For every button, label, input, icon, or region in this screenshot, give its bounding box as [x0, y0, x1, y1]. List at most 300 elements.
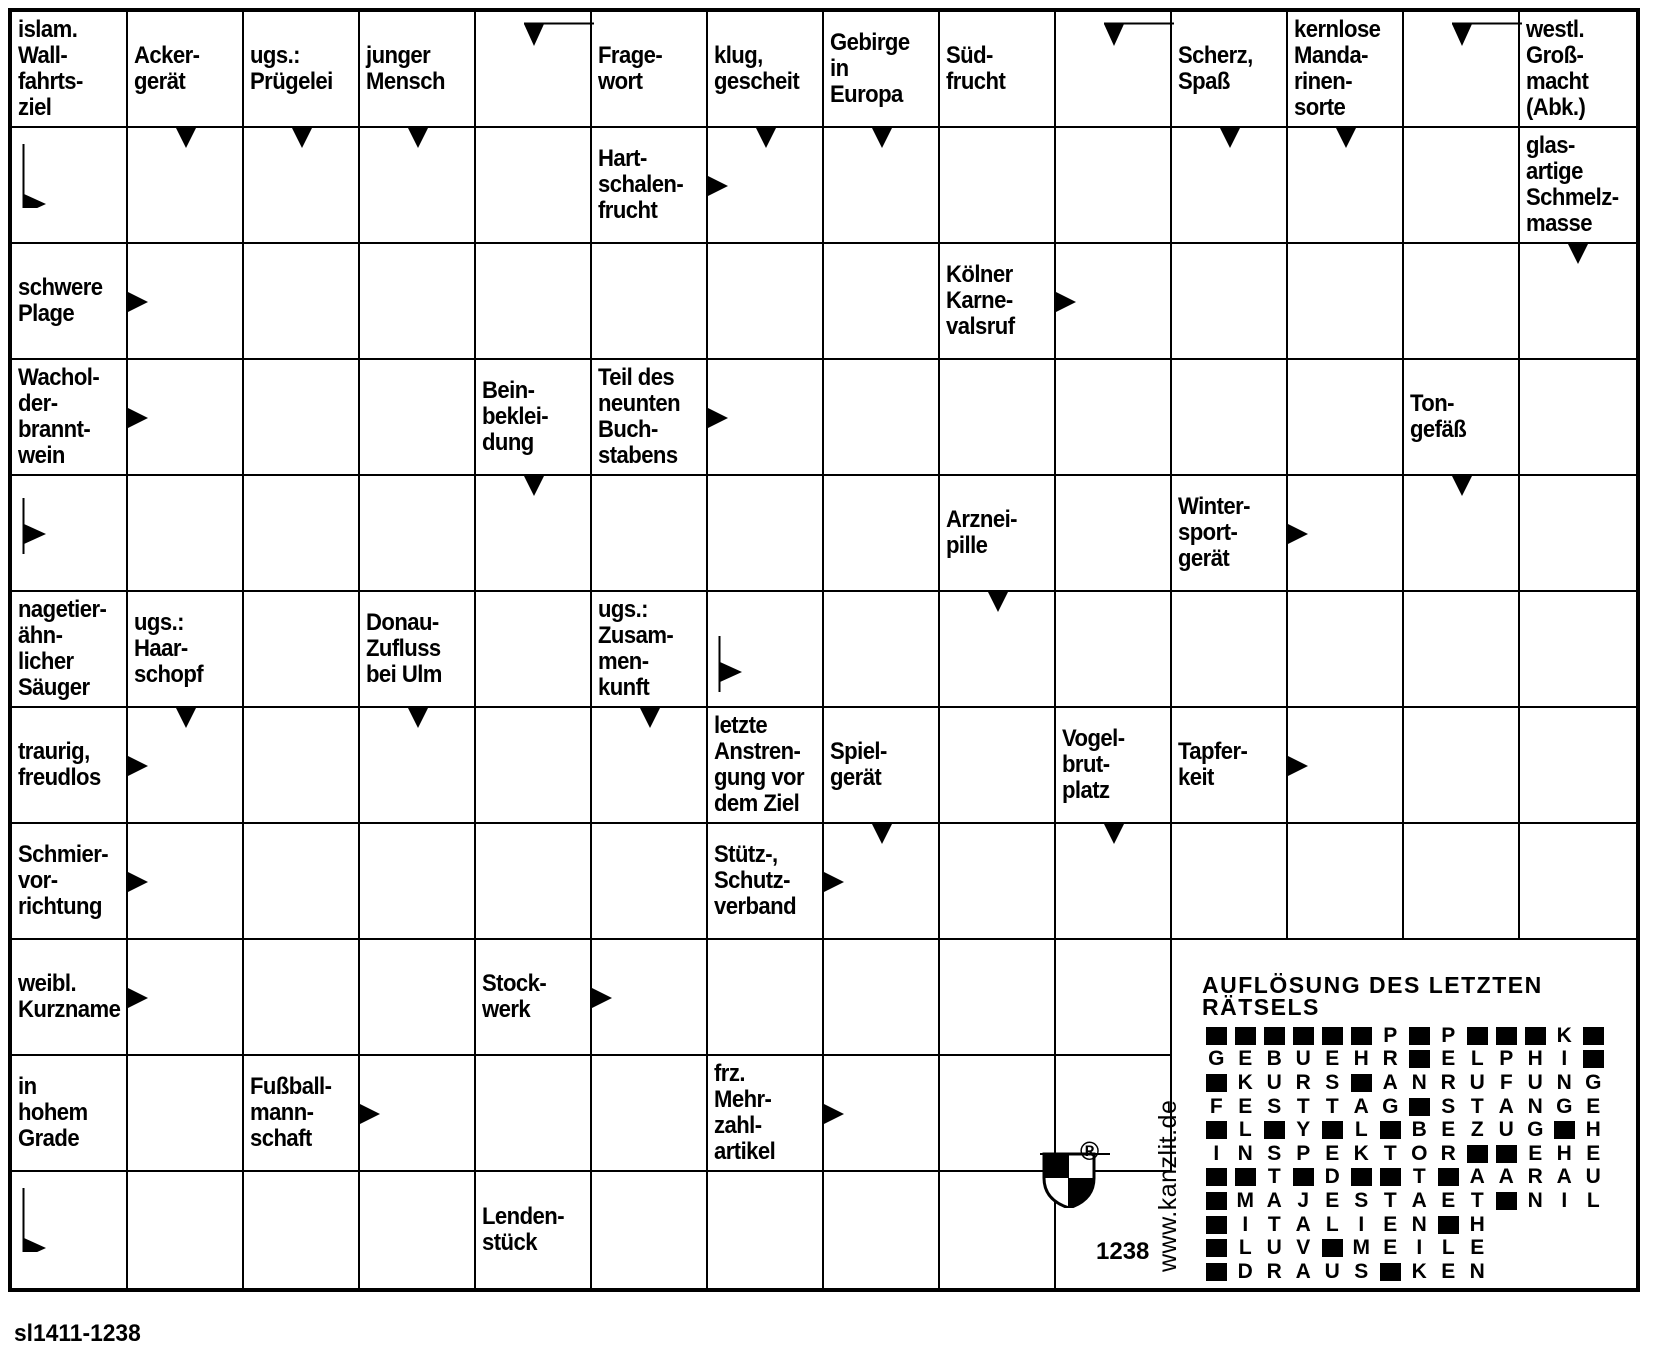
solution-letter: H — [1353, 1047, 1370, 1071]
solution-block — [1405, 1048, 1434, 1072]
clue-text: Tapfer- keit — [1178, 738, 1248, 791]
solution-letter: E — [1441, 1118, 1456, 1142]
solution-block — [1347, 1071, 1376, 1095]
clue-text: glas- artige Schmelz- masse — [1526, 132, 1619, 237]
solution-letter: E — [1325, 1188, 1340, 1212]
clue-cell — [708, 708, 824, 824]
solution-row — [1202, 1095, 1608, 1119]
solution-letter: E — [1325, 1141, 1340, 1165]
arrow-right-icon — [126, 291, 148, 313]
answer-cell[interactable] — [244, 824, 360, 940]
answer-cell[interactable] — [592, 244, 708, 360]
clue-cell — [824, 708, 940, 824]
answer-cell[interactable] — [824, 940, 940, 1056]
solution-block — [1289, 1166, 1318, 1190]
answer-cell[interactable] — [1520, 360, 1636, 476]
solution-block — [1463, 1024, 1492, 1048]
solution-letter: I — [1416, 1236, 1423, 1260]
website-url: www.kanzlit.de — [1154, 1099, 1182, 1272]
solution-letter: U — [1527, 1070, 1544, 1094]
solution-letter: E — [1383, 1236, 1398, 1260]
answer-cell[interactable] — [824, 1172, 940, 1288]
solution-letter: P — [1499, 1047, 1514, 1071]
answer-cell[interactable] — [1520, 592, 1636, 708]
answer-cell[interactable] — [1172, 244, 1288, 360]
clue-text: westl. Groß- macht (Abk.) — [1526, 16, 1589, 121]
clue-cell — [12, 244, 128, 360]
solution-letter: S — [1325, 1070, 1340, 1094]
clue-cell — [360, 12, 476, 128]
answer-cell[interactable] — [824, 360, 940, 476]
clue-cell — [1520, 128, 1636, 244]
answer-cell[interactable] — [476, 128, 592, 244]
answer-cell[interactable] — [476, 708, 592, 824]
clue-cell — [940, 476, 1056, 592]
answer-cell[interactable] — [1288, 824, 1404, 940]
arrow-down-icon — [407, 706, 429, 728]
clue-text: kernlose Manda- rinen- sorte — [1294, 16, 1381, 121]
answer-cell[interactable] — [1288, 592, 1404, 708]
solution-letter: T — [1470, 1094, 1485, 1118]
arrow-down-icon — [1103, 822, 1125, 844]
solution-letter: L — [1354, 1118, 1369, 1142]
shield-logo-icon — [1040, 1138, 1110, 1208]
solution-letter: I — [1242, 1212, 1249, 1236]
answer-cell[interactable] — [360, 1172, 476, 1288]
clue-text: Scherz, Spaß — [1178, 42, 1253, 95]
solution-letter: N — [1556, 1070, 1573, 1094]
solution-letter: U — [1585, 1165, 1602, 1189]
arrow-down-icon — [871, 126, 893, 148]
solution-letter: N — [1469, 1259, 1486, 1283]
answer-cell[interactable] — [244, 476, 360, 592]
solution-block — [1405, 1024, 1434, 1048]
solution-letter: Z — [1470, 1118, 1485, 1142]
clue-text: Ton- gefäß — [1410, 390, 1467, 443]
solution-letter: U — [1295, 1047, 1312, 1071]
answer-cell[interactable] — [940, 360, 1056, 476]
clue-cell — [708, 1056, 824, 1172]
clue-cell — [1172, 476, 1288, 592]
solution-letter: N — [1527, 1094, 1544, 1118]
answer-cell[interactable] — [824, 244, 940, 360]
solution-letter: P — [1383, 1023, 1398, 1047]
solution-block — [1434, 1213, 1463, 1237]
solution-block — [1202, 1166, 1231, 1190]
answer-cell[interactable] — [592, 476, 708, 592]
solution-letter: U — [1469, 1070, 1486, 1094]
clue-text: Donau- Zufluss bei Ulm — [366, 609, 442, 688]
answer-cell[interactable] — [1520, 708, 1636, 824]
answer-cell[interactable] — [1404, 824, 1520, 940]
answer-cell[interactable] — [708, 592, 824, 708]
answer-cell[interactable] — [476, 1056, 592, 1172]
solution-letter: H — [1585, 1118, 1602, 1142]
answer-cell[interactable] — [476, 12, 592, 128]
arrow-down-icon — [1219, 126, 1241, 148]
clue-cell — [592, 360, 708, 476]
solution-letter: E — [1238, 1047, 1253, 1071]
solution-letter: M — [1236, 1188, 1255, 1212]
solution-block — [1579, 1024, 1608, 1048]
clue-cell — [128, 592, 244, 708]
solution-letter: Y — [1296, 1118, 1311, 1142]
solution-block — [1202, 1236, 1231, 1260]
solution-letter: N — [1411, 1212, 1428, 1236]
solution-panel — [1176, 940, 1636, 1288]
answer-cell[interactable] — [476, 824, 592, 940]
solution-block — [1318, 1236, 1347, 1260]
answer-cell[interactable] — [824, 476, 940, 592]
solution-letter: A — [1498, 1165, 1515, 1189]
clue-cell — [12, 592, 128, 708]
answer-cell[interactable] — [12, 128, 128, 244]
arrow-right-icon — [1054, 291, 1076, 313]
clue-cell — [1288, 12, 1404, 128]
arrow-down-icon — [407, 126, 429, 148]
solution-block — [1202, 1260, 1231, 1284]
answer-cell[interactable] — [1288, 360, 1404, 476]
arrow-right-icon — [1286, 523, 1308, 545]
answer-cell[interactable] — [360, 360, 476, 476]
solution-letter: P — [1441, 1023, 1456, 1047]
solution-letter: M — [1352, 1236, 1371, 1260]
answer-cell[interactable] — [708, 1172, 824, 1288]
arrow-right-icon — [358, 1103, 380, 1125]
solution-letter: S — [1354, 1188, 1369, 1212]
answer-cell[interactable] — [824, 592, 940, 708]
arrow-down-icon — [523, 474, 545, 496]
solution-letter: B — [1411, 1118, 1428, 1142]
solution-letter: J — [1297, 1188, 1310, 1212]
answer-cell[interactable] — [1172, 824, 1288, 940]
clue-text: Wachol- der- brannt- wein — [18, 364, 100, 469]
solution-row — [1202, 1048, 1608, 1072]
puzzle-reference: sl1411-1238 — [14, 1320, 141, 1347]
answer-cell[interactable] — [940, 1172, 1056, 1288]
solution-letter: L — [1238, 1236, 1253, 1260]
solution-letter: L — [1325, 1212, 1340, 1236]
arrow-down-icon — [987, 590, 1009, 612]
clue-text: islam. Wall- fahrts- ziel — [18, 16, 83, 121]
solution-letter: R — [1527, 1165, 1544, 1189]
solution-letter: D — [1324, 1165, 1341, 1189]
answer-cell[interactable] — [244, 708, 360, 824]
arrow-right-icon — [126, 407, 148, 429]
clue-cell — [824, 12, 940, 128]
clue-text: Lenden- stück — [482, 1203, 565, 1256]
solution-letter: L — [1441, 1236, 1456, 1260]
answer-cell[interactable] — [940, 1056, 1056, 1172]
solution-letter: H — [1469, 1212, 1486, 1236]
solution-letter: N — [1527, 1188, 1544, 1212]
solution-row — [1202, 1142, 1608, 1166]
solution-letter: H — [1527, 1047, 1544, 1071]
clue-cell — [1520, 12, 1636, 128]
answer-cell[interactable] — [1056, 12, 1172, 128]
solution-letter: A — [1353, 1094, 1370, 1118]
clue-text: traurig, freudlos — [18, 738, 101, 791]
arrow-right-icon — [126, 755, 148, 777]
solution-letter: A — [1556, 1165, 1573, 1189]
solution-letter: K — [1353, 1141, 1370, 1165]
solution-letter: K — [1411, 1259, 1428, 1283]
answer-cell[interactable] — [244, 1172, 360, 1288]
answer-cell[interactable] — [1288, 244, 1404, 360]
answer-cell[interactable] — [1404, 12, 1520, 128]
solution-letter: T — [1470, 1188, 1485, 1212]
arrow-right-icon — [822, 871, 844, 893]
solution-letter: S — [1267, 1141, 1282, 1165]
clue-cell — [12, 12, 128, 128]
solution-letter: T — [1267, 1212, 1282, 1236]
clue-text: schwere Plage — [18, 274, 103, 327]
solution-letter: G — [1585, 1070, 1602, 1094]
arrow-down-icon — [291, 126, 313, 148]
clue-cell — [940, 244, 1056, 360]
arrow-down-icon — [1567, 242, 1589, 264]
answer-cell[interactable] — [12, 1172, 128, 1288]
arrow-right-icon — [590, 987, 612, 1009]
clue-cell — [244, 12, 360, 128]
answer-cell[interactable] — [1056, 360, 1172, 476]
clue-text: frz. Mehr- zahl- artikel — [714, 1060, 776, 1165]
answer-cell[interactable] — [244, 360, 360, 476]
solution-letter: R — [1382, 1047, 1399, 1071]
arrow-right-icon — [706, 407, 728, 429]
answer-cell[interactable] — [128, 1172, 244, 1288]
answer-cell[interactable] — [940, 128, 1056, 244]
solution-letter: A — [1411, 1188, 1428, 1212]
arrow-right-icon — [1286, 755, 1308, 777]
solution-block — [1231, 1166, 1260, 1190]
registered-mark: ® — [1080, 1136, 1100, 1166]
answer-cell[interactable] — [360, 244, 476, 360]
clue-text: Schmier- vor- richtung — [18, 841, 109, 920]
answer-cell[interactable] — [1404, 244, 1520, 360]
solution-letter: L — [1586, 1188, 1601, 1212]
answer-cell[interactable] — [1056, 476, 1172, 592]
solution-letter: A — [1469, 1165, 1486, 1189]
clue-cell — [1172, 12, 1288, 128]
answer-cell[interactable] — [128, 476, 244, 592]
solution-block — [1376, 1166, 1405, 1190]
solution-letter: T — [1325, 1094, 1340, 1118]
arrow-down-icon — [639, 706, 661, 728]
solution-block — [1463, 1142, 1492, 1166]
arrow-down-icon — [871, 822, 893, 844]
clue-text: klug, gescheit — [714, 42, 800, 95]
answer-cell[interactable] — [128, 1056, 244, 1172]
arrow-down-icon — [1451, 474, 1473, 496]
clue-cell — [592, 12, 708, 128]
clue-cell — [476, 360, 592, 476]
clue-cell — [360, 592, 476, 708]
answer-cell[interactable] — [1520, 476, 1636, 592]
solution-letter: A — [1295, 1212, 1312, 1236]
answer-cell[interactable] — [1056, 940, 1172, 1056]
solution-block — [1202, 1213, 1231, 1237]
solution-letter: T — [1383, 1188, 1398, 1212]
clue-text: Gebirge in Europa — [830, 29, 910, 108]
solution-letter: R — [1440, 1070, 1457, 1094]
solution-letter: E — [1441, 1259, 1456, 1283]
answer-cell[interactable] — [360, 824, 476, 940]
answer-cell[interactable] — [940, 940, 1056, 1056]
solution-row — [1202, 1166, 1608, 1190]
flag-arrow-down-icon — [524, 22, 594, 48]
solution-letter: E — [1528, 1141, 1543, 1165]
clue-cell — [128, 12, 244, 128]
solution-letter: L — [1238, 1118, 1253, 1142]
answer-cell[interactable] — [360, 476, 476, 592]
solution-letter: T — [1412, 1165, 1427, 1189]
clue-cell — [1172, 708, 1288, 824]
solution-block — [1492, 1142, 1521, 1166]
clue-cell — [592, 592, 708, 708]
flag-arrow-right-icon — [718, 636, 744, 692]
answer-cell[interactable] — [708, 244, 824, 360]
solution-letter: E — [1586, 1094, 1601, 1118]
flag-arrow-down-icon — [1452, 22, 1522, 48]
clue-text: Stütz-, Schutz- verband — [714, 841, 797, 920]
clue-cell — [12, 940, 128, 1056]
clue-text: letzte Anstren- gung vor dem Ziel — [714, 712, 805, 817]
answer-cell[interactable] — [1056, 128, 1172, 244]
solution-letter: T — [1296, 1094, 1311, 1118]
solution-letter: E — [1325, 1047, 1340, 1071]
clue-cell — [1404, 360, 1520, 476]
solution-block — [1260, 1118, 1289, 1142]
clue-cell — [12, 360, 128, 476]
answer-cell[interactable] — [708, 476, 824, 592]
answer-cell[interactable] — [244, 244, 360, 360]
clue-text: Frage- wort — [598, 42, 663, 95]
solution-letter: F — [1499, 1070, 1514, 1094]
solution-block — [1289, 1024, 1318, 1048]
solution-letter: U — [1498, 1118, 1515, 1142]
clue-text: ugs.: Haar- schopf — [134, 609, 204, 688]
solution-letter: D — [1237, 1259, 1254, 1283]
solution-letter: O — [1411, 1141, 1428, 1165]
arrow-right-icon — [822, 1103, 844, 1125]
solution-letter: A — [1295, 1259, 1312, 1283]
solution-letter: V — [1296, 1236, 1311, 1260]
solution-letter: S — [1441, 1094, 1456, 1118]
answer-cell[interactable] — [1404, 708, 1520, 824]
arrow-down-icon — [1335, 126, 1357, 148]
solution-letter: K — [1556, 1023, 1573, 1047]
clue-text: Kölner Karne- valsruf — [946, 261, 1015, 340]
clue-cell — [12, 824, 128, 940]
solution-block — [1202, 1071, 1231, 1095]
answer-cell[interactable] — [244, 592, 360, 708]
solution-row — [1202, 1189, 1608, 1213]
solution-row — [1202, 1024, 1608, 1048]
solution-block — [1434, 1166, 1463, 1190]
solution-letter: N — [1411, 1070, 1428, 1094]
solution-block — [1318, 1024, 1347, 1048]
solution-row — [1202, 1118, 1608, 1142]
solution-letter: R — [1295, 1070, 1312, 1094]
solution-row — [1202, 1236, 1608, 1260]
clue-cell — [940, 12, 1056, 128]
clue-text: ugs.: Zusam- men- kunft — [598, 596, 674, 701]
clue-text: Süd- frucht — [946, 42, 1006, 95]
answer-cell[interactable] — [940, 708, 1056, 824]
clue-text: Bein- beklei- dung — [482, 377, 549, 456]
answer-cell[interactable] — [1520, 824, 1636, 940]
solution-block — [1318, 1118, 1347, 1142]
solution-block — [1376, 1260, 1405, 1284]
answer-cell[interactable] — [592, 824, 708, 940]
arrow-right-icon — [126, 871, 148, 893]
solution-letter: K — [1237, 1070, 1254, 1094]
clue-text: Fußball- mann- schaft — [250, 1073, 332, 1152]
solution-block — [1521, 1024, 1550, 1048]
solution-block — [1347, 1024, 1376, 1048]
answer-cell[interactable] — [1172, 592, 1288, 708]
answer-cell[interactable] — [592, 1056, 708, 1172]
clue-text: Spiel- gerät — [830, 738, 887, 791]
solution-letter: E — [1238, 1094, 1253, 1118]
answer-cell[interactable] — [360, 940, 476, 1056]
flag-arrow-down-icon — [1104, 22, 1174, 48]
answer-cell[interactable] — [1172, 360, 1288, 476]
answer-cell[interactable] — [476, 244, 592, 360]
solution-letter: A — [1266, 1188, 1283, 1212]
solution-block — [1550, 1118, 1579, 1142]
answer-cell[interactable] — [476, 592, 592, 708]
answer-cell[interactable] — [1404, 128, 1520, 244]
clue-text: in hohem Grade — [18, 1073, 88, 1152]
clue-text: weibl. Kurzname — [18, 970, 121, 1023]
flag-arrow-right-icon — [22, 498, 48, 554]
answer-cell[interactable] — [244, 940, 360, 1056]
solution-block — [1260, 1024, 1289, 1048]
solution-letter: E — [1586, 1141, 1601, 1165]
clue-text: Teil des neunten Buch- stabens — [598, 364, 681, 469]
clue-cell — [244, 1056, 360, 1172]
clue-cell — [476, 1172, 592, 1288]
answer-cell[interactable] — [940, 824, 1056, 940]
solution-letter: G — [1527, 1118, 1544, 1142]
solution-block — [1405, 1095, 1434, 1119]
clue-cell — [12, 708, 128, 824]
arrow-down-icon — [175, 706, 197, 728]
answer-cell[interactable] — [708, 940, 824, 1056]
clue-text: Winter- sport- gerät — [1178, 493, 1250, 572]
solution-letter: A — [1382, 1070, 1399, 1094]
answer-cell[interactable] — [1404, 592, 1520, 708]
clue-text: Vogel- brut- platz — [1062, 725, 1125, 804]
clue-text: Hart- schalen- frucht — [598, 145, 684, 224]
solution-letter: B — [1266, 1047, 1283, 1071]
solution-row — [1202, 1213, 1608, 1237]
solution-letter: I — [1561, 1047, 1568, 1071]
solution-block — [1202, 1024, 1231, 1048]
solution-letter: P — [1296, 1141, 1311, 1165]
clue-text: Arznei- pille — [946, 506, 1017, 559]
clue-text: junger Mensch — [366, 42, 445, 95]
solution-letter: T — [1267, 1165, 1282, 1189]
answer-cell[interactable] — [592, 1172, 708, 1288]
answer-cell[interactable] — [1056, 592, 1172, 708]
solution-letter: S — [1267, 1094, 1282, 1118]
solution-letter: T — [1383, 1141, 1398, 1165]
clue-cell — [1056, 708, 1172, 824]
answer-cell[interactable] — [12, 476, 128, 592]
